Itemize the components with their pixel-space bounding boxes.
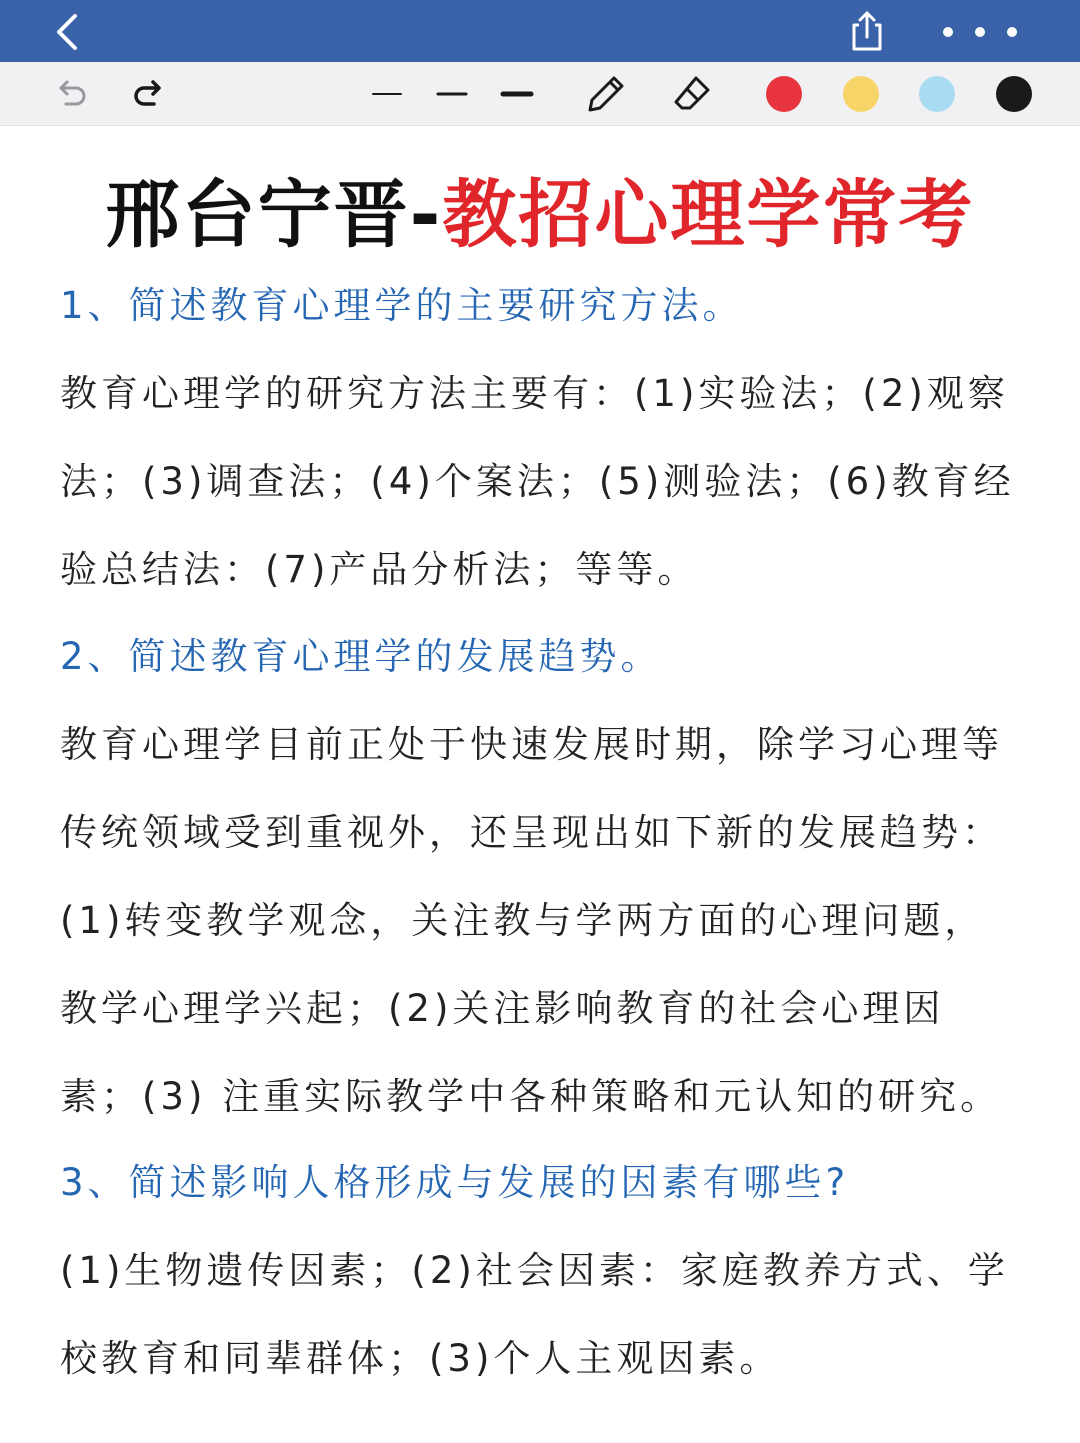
- answer-line: 传统领域受到重视外，还呈现出如下新的发展趋势：: [60, 811, 1003, 854]
- answer-line: (1)转变教学观念，关注教与学两方面的心理问题，: [60, 899, 986, 942]
- question-1: 1、简述教育心理学的主要研究方法。: [60, 284, 744, 327]
- stroke-medium-button[interactable]: [428, 70, 476, 118]
- stroke-thin-button[interactable]: [363, 70, 411, 118]
- answer-line: 验总结法：(7)产品分析法；等等。: [60, 548, 699, 591]
- stroke-medium-icon: [432, 84, 472, 104]
- stroke-thick-button[interactable]: [493, 70, 541, 118]
- answer-1: [60, 350, 1030, 614]
- more-button[interactable]: [930, 14, 1030, 50]
- back-button[interactable]: [44, 10, 88, 54]
- redo-icon: [130, 74, 170, 114]
- share-icon: [847, 9, 887, 53]
- pen-button[interactable]: [582, 70, 630, 118]
- answer-line: 校教育和同辈群体；(3)个人主观因素。: [60, 1337, 781, 1380]
- answer-line: (1)生物遗传因素；(2)社会因素：家庭教养方式、学: [60, 1249, 1009, 1292]
- page-title: [0, 170, 1080, 260]
- undo-icon: [50, 74, 90, 114]
- stroke-thin-icon: [367, 84, 407, 104]
- eraser-button[interactable]: [668, 70, 716, 118]
- top-nav-bar: [0, 0, 1080, 62]
- stroke-thick-icon: [497, 84, 537, 104]
- more-horizontal-icon: [938, 26, 1022, 38]
- share-button[interactable]: [842, 6, 892, 56]
- pen-icon: [584, 72, 628, 116]
- answer-line: 素；(3) 注重实际教学中各种策略和元认知的研究。: [60, 1075, 1002, 1118]
- color-light-blue-swatch[interactable]: [919, 76, 955, 112]
- color-red-swatch[interactable]: [766, 76, 802, 112]
- undo-button[interactable]: [46, 70, 94, 118]
- annotation-toolbar: [0, 62, 1080, 126]
- redo-button[interactable]: [126, 70, 174, 118]
- answer-line: 教育心理学的研究方法主要有：(1)实验法；(2)观察: [60, 372, 1009, 415]
- answer-line: 教学心理学兴起；(2)关注影响教育的社会心理因: [60, 987, 945, 1030]
- title-highlight: 教招心理学常考: [442, 172, 975, 258]
- answer-3: [60, 1227, 1030, 1403]
- eraser-icon: [670, 72, 714, 116]
- chevron-left-icon: [51, 12, 81, 52]
- color-yellow-swatch[interactable]: [843, 76, 879, 112]
- answer-line: 法；(3)调查法；(4)个案法；(5)测验法；(6)教育经: [60, 460, 1015, 503]
- title-prefix: 邢台宁晋-: [105, 172, 443, 258]
- answer-2: [60, 701, 1030, 1141]
- answer-line: 教育心理学目前正处于快速发展时期，除学习心理等: [60, 723, 1003, 766]
- question-3: 3、简述影响人格形成与发展的因素有哪些?: [60, 1161, 850, 1204]
- color-black-swatch[interactable]: [996, 76, 1032, 112]
- question-2: 2、简述教育心理学的发展趋势。: [60, 635, 662, 678]
